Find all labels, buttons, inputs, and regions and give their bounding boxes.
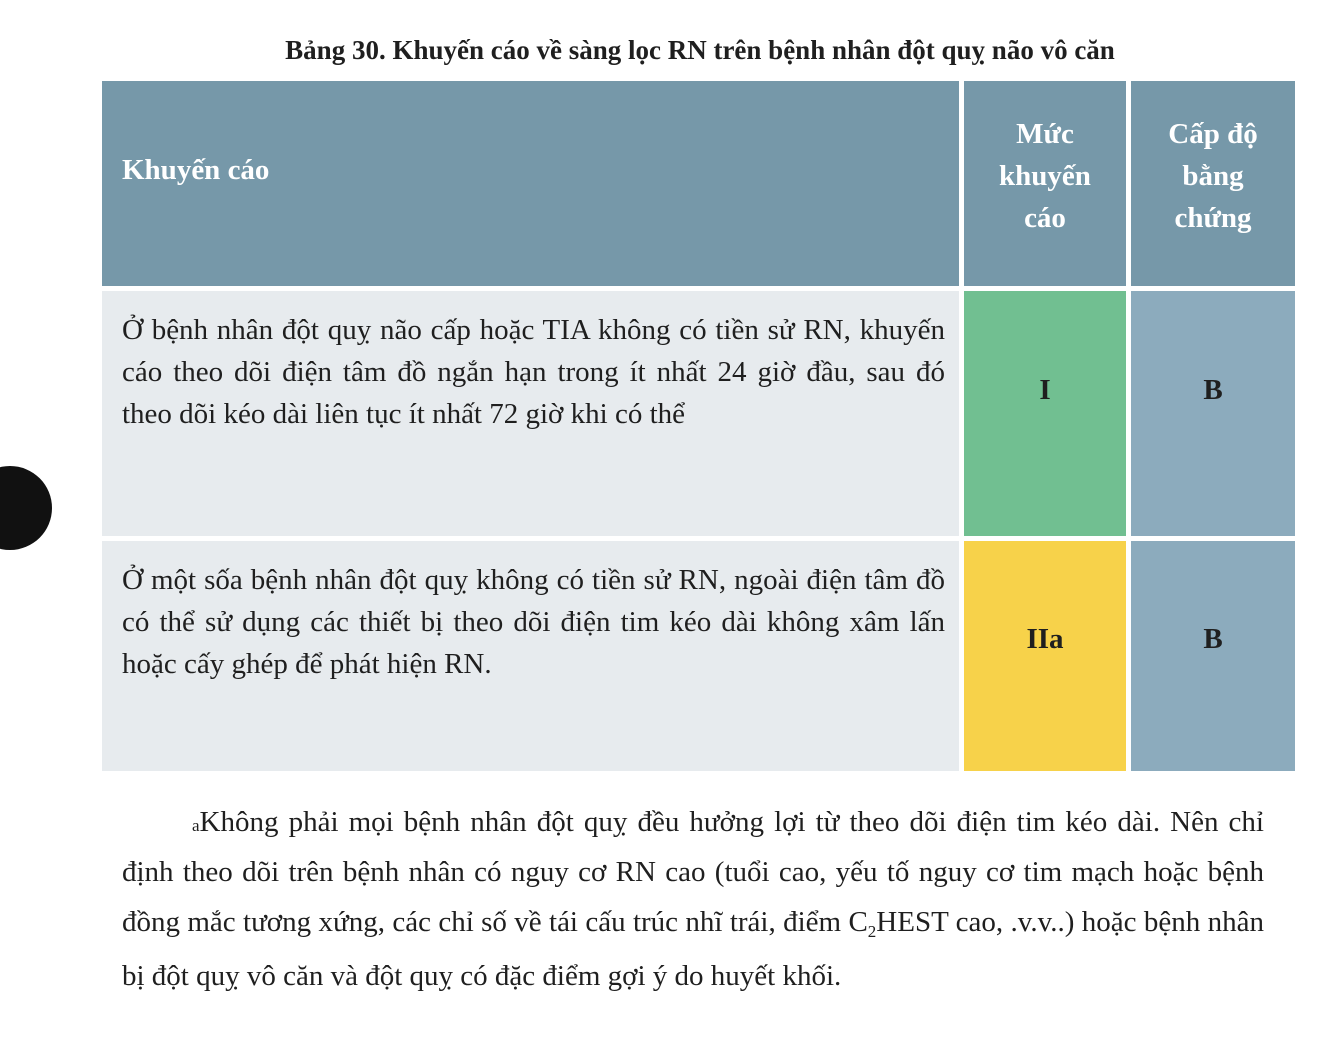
row-2-recommendation: Ở một sốa bệnh nhân đột quỵ không có tiền sử RN, ngoài điện tâm đồ có thể sử dụng các thiết bị theo dõi điện tim kéo dài không xâm lấn hoặc cấy ghép để phát hiện RN.	[102, 541, 964, 771]
header-level-line2: bằng	[1182, 160, 1244, 192]
header-class-of-recommendation	[964, 81, 1131, 291]
row-1-class-value: I	[1039, 374, 1051, 406]
row-1-class	[964, 291, 1131, 541]
header-level-of-evidence	[1131, 81, 1295, 291]
header-recommendation	[102, 81, 964, 291]
row-2-class-value: IIa	[1026, 623, 1064, 655]
header-level-label	[1131, 81, 1295, 239]
row-1-level-value: B	[1203, 374, 1223, 406]
table-row	[102, 291, 1295, 541]
recommendation-table	[102, 81, 1295, 771]
row-2-level-value: B	[1203, 623, 1223, 655]
header-recommendation-label: Khuyến cáo	[122, 154, 270, 186]
table-row	[102, 541, 1295, 771]
header-class-line2: khuyến	[999, 160, 1091, 192]
table-footnote	[122, 797, 1264, 1001]
table-title: Bảng 30. Khuyến cáo về sàng lọc RN trên bệnh nhân đột quỵ não vô căn	[285, 35, 1115, 65]
page-tab-marker	[0, 466, 52, 550]
header-level-line1: Cấp độ	[1168, 118, 1258, 150]
row-2-class	[964, 541, 1131, 771]
footnote-marker: a	[192, 816, 200, 835]
row-1-level	[1131, 291, 1295, 541]
footnote-text-part2: HEST cao, .v.v..) hoặc bệnh nhân bị đột quỵ vô căn và đột quỵ có đặc điểm gợi ý do huyết khối.	[122, 906, 1264, 992]
header-level-line3: chứng	[1174, 202, 1252, 234]
row-1-recommendation: Ở bệnh nhân đột quỵ não cấp hoặc TIA không có tiền sử RN, khuyến cáo theo dõi điện tâm đồ ngắn hạn trong ít nhất 24 giờ đầu, sau đó theo dõi kéo dài liên tục ít nhất 72 giờ khi có thể	[102, 291, 964, 541]
header-class-line1: Mức	[1016, 118, 1074, 150]
header-class-line3: cáo	[1024, 202, 1066, 234]
table-header-row	[102, 81, 1295, 291]
header-class-label	[964, 81, 1126, 239]
row-2-level	[1131, 541, 1295, 771]
footnote-subscript: 2	[867, 922, 877, 941]
footnote-text-part1: Không phải mọi bệnh nhân đột quỵ đều hưởng lợi từ theo dõi điện tim kéo dài. Nên chỉ định theo dõi trên bệnh nhân có nguy cơ RN cao (tuổi cao, yếu tố nguy cơ tim mạch hoặc bệnh đồng mắc tương xứng, các chỉ số về tái cấu trúc nhĩ trái, điểm C	[122, 806, 1264, 938]
